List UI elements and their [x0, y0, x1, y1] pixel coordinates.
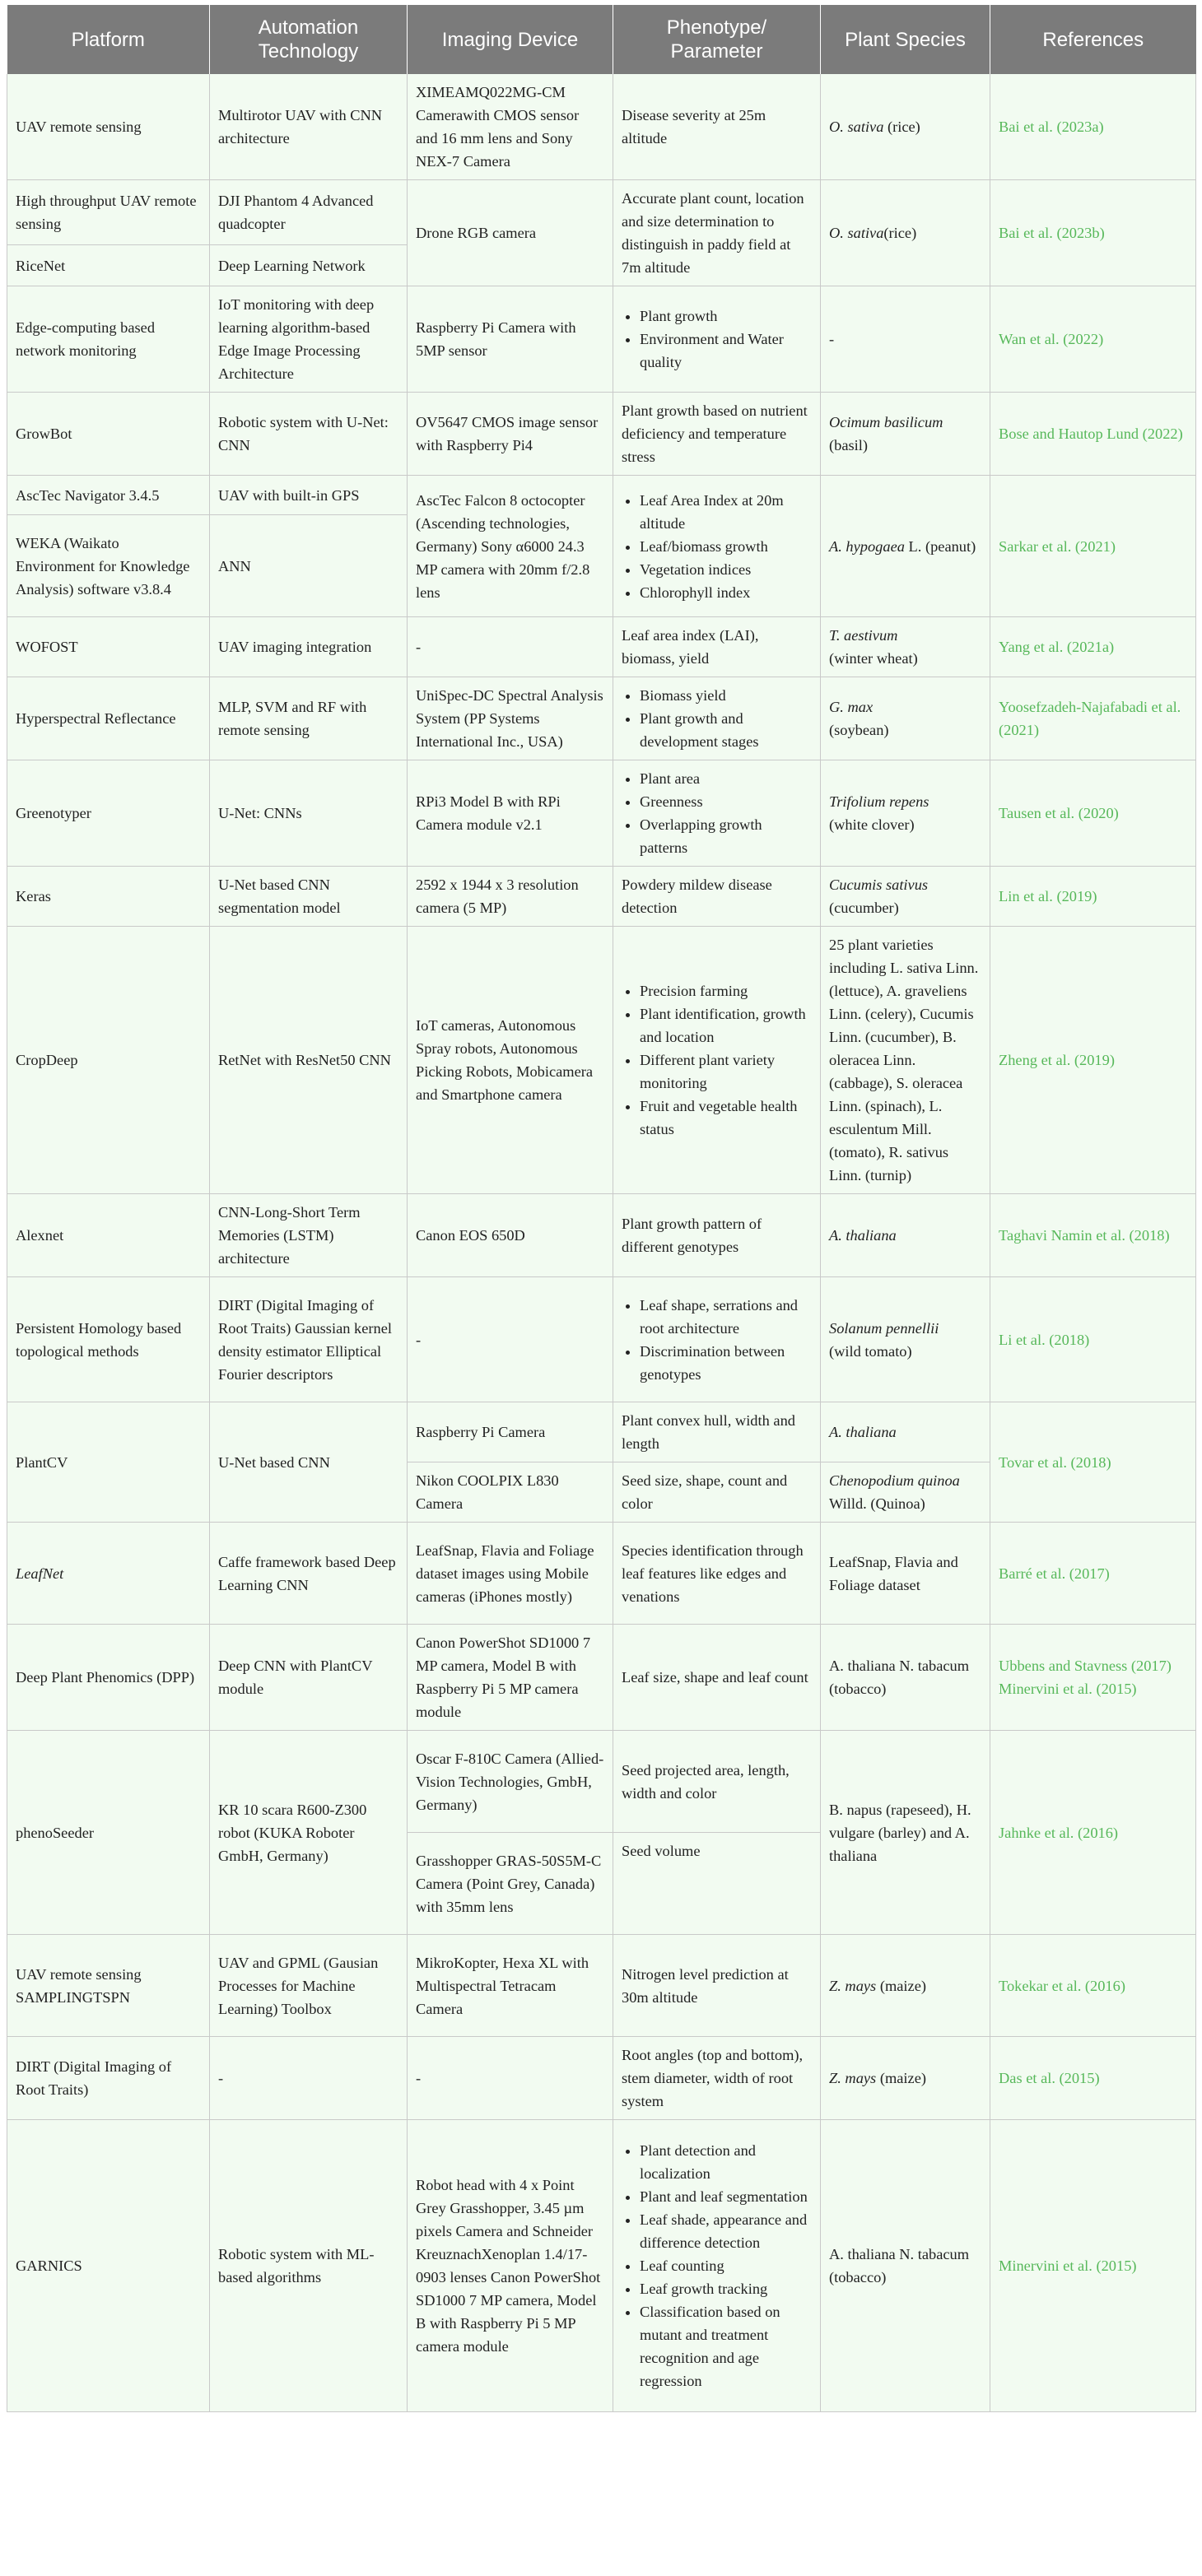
platform-cell: AscTec Navigator 3.4.5	[7, 476, 210, 515]
platform-cell: WEKA (Waikato Environment for Knowledge Analysis) software v3.8.4	[7, 515, 210, 617]
technology-cell: U-Net: CNNs	[210, 760, 408, 867]
platform-cell: Hyperspectral Reflectance	[7, 677, 210, 760]
table-row	[7, 2120, 1196, 2412]
species-common: (rice)	[883, 119, 920, 135]
species-common: (basil)	[829, 437, 868, 453]
species-cell	[821, 476, 990, 617]
species-italic: A. thaliana	[829, 1424, 897, 1440]
table-row	[7, 1194, 1196, 1277]
device-cell: UniSpec-DC Spectral Analysis System (PP Systems International Inc., USA)	[408, 677, 613, 760]
phenotype-cell	[613, 1277, 821, 1402]
species-cell: B. napus (rapeseed), H. vulgare (barley) and A. thaliana	[821, 1731, 990, 1935]
table-row	[7, 677, 1196, 760]
phenotype-item: • Leaf/biomass growth	[640, 535, 812, 558]
platform-cell: CropDeep	[7, 927, 210, 1194]
species-italic: O. sativa	[829, 225, 884, 241]
species-common: (rice)	[883, 225, 917, 241]
header-references: References	[990, 5, 1196, 74]
species-common: (maize)	[876, 1977, 926, 1994]
phenotype-item: • Classification based on mutant and treatment recognition and age regression	[640, 2300, 812, 2392]
species-cell: A. thaliana N. tabacum (tobacco)	[821, 2120, 990, 2412]
phenotype-cell	[613, 677, 821, 760]
species-italic: A. hypogaea	[829, 537, 905, 555]
technology-cell: RetNet with ResNet50 CNN	[210, 927, 408, 1194]
table-row	[7, 867, 1196, 927]
device-cell: Raspberry Pi Camera with 5MP sensor	[408, 286, 613, 393]
phenotype-item: • Biomass yield	[640, 684, 812, 707]
phenotype-cell: Powdery mildew disease detection	[613, 867, 821, 927]
platform-cell: Deep Plant Phenomics (DPP)	[7, 1625, 210, 1731]
reference-link[interactable]: Yoosefzadeh-Najafabadi et al. (2021)	[990, 677, 1196, 760]
technology-cell: Deep Learning Network	[210, 245, 408, 286]
phenotype-cell: Nitrogen level prediction at 30m altitude	[613, 1935, 821, 2037]
phenotype-item: • Vegetation indices	[640, 558, 812, 581]
species-cell	[821, 677, 990, 760]
platform-cell: Keras	[7, 867, 210, 927]
phenotype-cell: Leaf size, shape and leaf count	[613, 1625, 821, 1731]
species-common: (wild tomato)	[829, 1342, 912, 1360]
reference-link[interactable]: Bai et al. (2023b)	[990, 180, 1196, 286]
device-cell: -	[408, 1277, 613, 1402]
phenotype-cell: Leaf area index (LAI), biomass, yield	[613, 617, 821, 677]
table-body	[7, 74, 1196, 2412]
reference-link[interactable]: Lin et al. (2019)	[990, 867, 1196, 927]
platform-cell: phenoSeeder	[7, 1731, 210, 1935]
phenotype-cell	[613, 2120, 821, 2412]
technology-cell: CNN-Long-Short Term Memories (LSTM) architecture	[210, 1194, 408, 1277]
reference-link[interactable]: Jahnke et al. (2016)	[990, 1731, 1196, 1935]
technology-cell: UAV with built-in GPS	[210, 476, 408, 515]
table-row	[7, 927, 1196, 1194]
table-row	[7, 74, 1196, 180]
platform-cell: DIRT (Digital Imaging of Root Traits)	[7, 2037, 210, 2120]
technology-cell: UAV imaging integration	[210, 617, 408, 677]
platform-cell: Greenotyper	[7, 760, 210, 867]
phenotype-list	[622, 979, 812, 1141]
reference-link[interactable]: Bose and Hautop Lund (2022)	[990, 393, 1196, 476]
device-cell: 2592 x 1944 x 3 resolution camera (5 MP)	[408, 867, 613, 927]
header-platform: Platform	[7, 5, 210, 74]
technology-cell: U-Net based CNN segmentation model	[210, 867, 408, 927]
phenotype-item: • Plant and leaf segmentation	[640, 2185, 812, 2208]
technology-cell: U-Net based CNN	[210, 1402, 408, 1523]
species-italic: Z. mays	[829, 2070, 877, 2086]
phenotype-cell: Disease severity at 25m altitude	[613, 74, 821, 180]
species-cell	[821, 1462, 990, 1523]
species-cell	[821, 2037, 990, 2120]
platform-cell: Edge-computing based network monitoring	[7, 286, 210, 393]
device-cell: RPi3 Model B with RPi Camera module v2.1	[408, 760, 613, 867]
species-italic: O. sativa	[829, 119, 884, 135]
species-cell	[821, 180, 990, 286]
table-row	[7, 286, 1196, 393]
platform-cell: UAV remote sensing SAMPLINGTSPN	[7, 1935, 210, 2037]
device-cell: Drone RGB camera	[408, 180, 613, 286]
phenotype-item: • Leaf counting	[640, 2254, 812, 2277]
table-row	[7, 476, 1196, 515]
phenotype-item: • Leaf growth tracking	[640, 2277, 812, 2300]
platform-cell: WOFOST	[7, 617, 210, 677]
platform-cell: GARNICS	[7, 2120, 210, 2412]
table-header	[7, 5, 1196, 74]
phenotype-item: • Precision farming	[640, 979, 812, 1002]
header-row	[7, 5, 1196, 74]
device-cell: AscTec Falcon 8 octocopter (Ascending technologies, Germany) Sony α6000 24.3 MP camera with 20mm f/2.8 lens	[408, 476, 613, 617]
reference-link[interactable]: Zheng et al. (2019)	[990, 927, 1196, 1194]
species-cell	[821, 74, 990, 180]
device-cell: LeafSnap, Flavia and Foliage dataset images using Mobile cameras (iPhones mostly)	[408, 1523, 613, 1625]
species-italic: Chenopodium quinoa	[829, 1472, 960, 1489]
reference-link[interactable]: Wan et al. (2022)	[990, 286, 1196, 393]
phenotype-list	[622, 305, 812, 374]
species-italic: Cucumis sativus	[829, 876, 929, 893]
phenotype-cell	[613, 927, 821, 1194]
phenotype-cell: Seed projected area, length, width and color	[613, 1731, 821, 1833]
phenotype-list	[622, 489, 812, 604]
species-italic: Ocimum basilicum	[829, 414, 943, 430]
technology-cell: Caffe framework based Deep Learning CNN	[210, 1523, 408, 1625]
platforms-table	[7, 5, 1196, 2412]
table-row	[7, 180, 1196, 245]
phenotype-list	[622, 1294, 812, 1386]
platform-cell: UAV remote sensing	[7, 74, 210, 180]
phenotype-item: • Plant growth and development stages	[640, 707, 812, 753]
phenotype-item: • Leaf Area Index at 20m altitude	[640, 489, 812, 535]
species-italic: Solanum pennellii	[829, 1319, 939, 1337]
phenotype-item: • Overlapping growth patterns	[640, 813, 812, 859]
phenotype-cell: Species identification through leaf features like edges and venations	[613, 1523, 821, 1625]
device-cell: Canon EOS 650D	[408, 1194, 613, 1277]
platform-cell: RiceNet	[7, 245, 210, 286]
phenotype-item: • Plant identification, growth and location	[640, 1002, 812, 1049]
platform-cell: Alexnet	[7, 1194, 210, 1277]
device-cell: Grasshopper GRAS-50S5M-C Camera (Point Grey, Canada) with 35mm lens	[408, 1833, 613, 1935]
phenotype-cell: Root angles (top and bottom), stem diameter, width of root system	[613, 2037, 821, 2120]
species-cell	[821, 760, 990, 867]
reference-link[interactable]: Tovar et al. (2018)	[990, 1402, 1196, 1523]
table-row	[7, 1731, 1196, 1833]
reference-link[interactable]: Sarkar et al. (2021)	[990, 476, 1196, 617]
species-cell	[821, 393, 990, 476]
table-row	[7, 1523, 1196, 1625]
reference-link[interactable]: Taghavi Namin et al. (2018)	[990, 1194, 1196, 1277]
phenotype-list	[622, 2139, 812, 2392]
phenotype-cell: Seed size, shape, count and color	[613, 1462, 821, 1523]
phenotype-item: • Plant area	[640, 767, 812, 790]
phenotype-cell	[613, 286, 821, 393]
header-imaging-device: Imaging Device	[408, 5, 613, 74]
species-cell	[821, 1935, 990, 2037]
technology-cell: Robotic system with ML-based algorithms	[210, 2120, 408, 2412]
phenotype-cell: Seed volume	[613, 1833, 821, 1935]
reference-link[interactable]: Minervini et al. (2015)	[990, 2120, 1196, 2412]
technology-cell: Multirotor UAV with CNN architecture	[210, 74, 408, 180]
phenotype-list	[622, 767, 812, 859]
phenotype-item: • Different plant variety monitoring	[640, 1049, 812, 1095]
species-cell	[821, 1194, 990, 1277]
technology-cell: Robotic system with U-Net: CNN	[210, 393, 408, 476]
technology-cell: KR 10 scara R600-Z300 robot (KUKA Roboter GmbH, Germany)	[210, 1731, 408, 1935]
technology-cell: Deep CNN with PlantCV module	[210, 1625, 408, 1731]
table-row	[7, 617, 1196, 677]
phenotype-cell: Plant growth based on nutrient deficiency and temperature stress	[613, 393, 821, 476]
reference-link[interactable]: Das et al. (2015)	[990, 2037, 1196, 2120]
phenotype-item: • Plant growth	[640, 305, 812, 328]
species-italic: Trifolium repens	[829, 793, 929, 810]
species-italic: A. thaliana	[829, 1227, 897, 1244]
platform-cell: GrowBot	[7, 393, 210, 476]
species-common: L. (peanut)	[904, 537, 976, 555]
phenotype-item: • Leaf shade, appearance and difference detection	[640, 2208, 812, 2254]
table-row	[7, 393, 1196, 476]
species-common: (maize)	[876, 2070, 926, 2086]
species-common: (winter wheat)	[829, 650, 918, 667]
species-cell	[821, 867, 990, 927]
device-cell: -	[408, 617, 613, 677]
table-row	[7, 1625, 1196, 1731]
platform-cell: High throughput UAV remote sensing	[7, 180, 210, 245]
species-cell	[821, 1277, 990, 1402]
species-common: (white clover)	[829, 816, 915, 833]
device-cell: OV5647 CMOS image sensor with Raspberry Pi4	[408, 393, 613, 476]
phenotype-cell	[613, 476, 821, 617]
platform-cell: Persistent Homology based topological methods	[7, 1277, 210, 1402]
phenotype-cell: Accurate plant count, location and size determination to distinguish in paddy field at 7m altitude	[613, 180, 821, 286]
phenotype-list	[622, 684, 812, 753]
reference-link[interactable]: Ubbens and Stavness (2017) Minervini et al. (2015)	[990, 1625, 1196, 1731]
species-cell: A. thaliana N. tabacum (tobacco)	[821, 1625, 990, 1731]
table-row	[7, 760, 1196, 867]
species-cell: LeafSnap, Flavia and Foliage dataset	[821, 1523, 990, 1625]
table-row	[7, 1935, 1196, 2037]
species-italic: G. max	[829, 699, 874, 715]
species-cell	[821, 617, 990, 677]
reference-link[interactable]: Bai et al. (2023a)	[990, 74, 1196, 180]
species-italic: T. aestivum	[829, 627, 898, 644]
device-cell: MikroKopter, Hexa XL with Multispectral Tetracam Camera	[408, 1935, 613, 2037]
phenotype-item: • Leaf shape, serrations and root architecture	[640, 1294, 812, 1340]
phenotype-item: • Discrimination between genotypes	[640, 1340, 812, 1386]
species-cell: 25 plant varieties including L. sativa Linn. (lettuce), A. graveliens Linn. (celery), Cucumis Linn. (cucumber), B. oleracea Linn. (cabbage), S. oleracea Linn. (spinach), L. esculentum Mill. (tomato), R. sativus Linn. (turnip)	[821, 927, 990, 1194]
phenotype-item: • Environment and Water quality	[640, 328, 812, 374]
technology-cell: DIRT (Digital Imaging of Root Traits) Gaussian kernel density estimator Elliptical Fourier descriptors	[210, 1277, 408, 1402]
species-common: (soybean)	[829, 722, 889, 738]
device-cell: -	[408, 2037, 613, 2120]
table-row	[7, 2037, 1196, 2120]
table-row	[7, 1402, 1196, 1462]
reference-link[interactable]: Barré et al. (2017)	[990, 1523, 1196, 1625]
species-common: (cucumber)	[829, 900, 899, 916]
reference-link[interactable]: Tokekar et al. (2016)	[990, 1935, 1196, 2037]
technology-cell: DJI Phantom 4 Advanced quadcopter	[210, 180, 408, 245]
device-cell: Raspberry Pi Camera	[408, 1402, 613, 1462]
header-automation-technology: Automation Technology	[210, 5, 408, 74]
device-cell: Canon PowerShot SD1000 7 MP camera, Model B with Raspberry Pi 5 MP camera module	[408, 1625, 613, 1731]
phenotype-item: • Chlorophyll index	[640, 581, 812, 604]
technology-cell: ANN	[210, 515, 408, 617]
device-cell: Nikon COOLPIX L830 Camera	[408, 1462, 613, 1523]
header-plant-species: Plant Species	[821, 5, 990, 74]
phenotype-item: • Fruit and vegetable health status	[640, 1095, 812, 1141]
species-cell: -	[821, 286, 990, 393]
species-italic: Z. mays	[829, 1977, 877, 1994]
technology-cell: MLP, SVM and RF with remote sensing	[210, 677, 408, 760]
phenotype-item: • Greenness	[640, 790, 812, 813]
technology-cell: -	[210, 2037, 408, 2120]
phenotype-cell	[613, 760, 821, 867]
reference-link[interactable]: Li et al. (2018)	[990, 1277, 1196, 1402]
species-cell	[821, 1402, 990, 1462]
phenotype-cell: Plant convex hull, width and length	[613, 1402, 821, 1462]
device-cell: XIMEAMQ022MG-CM Camerawith CMOS sensor and 16 mm lens and Sony NEX-7 Camera	[408, 74, 613, 180]
platform-cell: LeafNet	[7, 1523, 210, 1625]
technology-cell: IoT monitoring with deep learning algorithm-based Edge Image Processing Architecture	[210, 286, 408, 393]
device-cell: Oscar F-810C Camera (Allied-Vision Technologies, GmbH, Germany)	[408, 1731, 613, 1833]
platform-cell: PlantCV	[7, 1402, 210, 1523]
header-phenotype-parameter: Phenotype/ Parameter	[613, 5, 821, 74]
phenotype-item: • Plant detection and localization	[640, 2139, 812, 2185]
reference-link[interactable]: Yang et al. (2021a)	[990, 617, 1196, 677]
device-cell: Robot head with 4 x Point Grey Grasshopper, 3.45 µm pixels Camera and Schneider KreuznachXenoplan 1.4/17-0903 lenses Canon PowerShot SD1000 7 MP camera, Model B with Raspberry Pi 5 MP camera module	[408, 2120, 613, 2412]
technology-cell: UAV and GPML (Gausian Processes for Machine Learning) Toolbox	[210, 1935, 408, 2037]
table-row	[7, 1277, 1196, 1402]
device-cell: IoT cameras, Autonomous Spray robots, Autonomous Picking Robots, Mobicamera and Smartphone camera	[408, 927, 613, 1194]
reference-link[interactable]: Tausen et al. (2020)	[990, 760, 1196, 867]
phenotype-cell: Plant growth pattern of different genotypes	[613, 1194, 821, 1277]
species-common: Willd. (Quinoa)	[829, 1495, 925, 1512]
